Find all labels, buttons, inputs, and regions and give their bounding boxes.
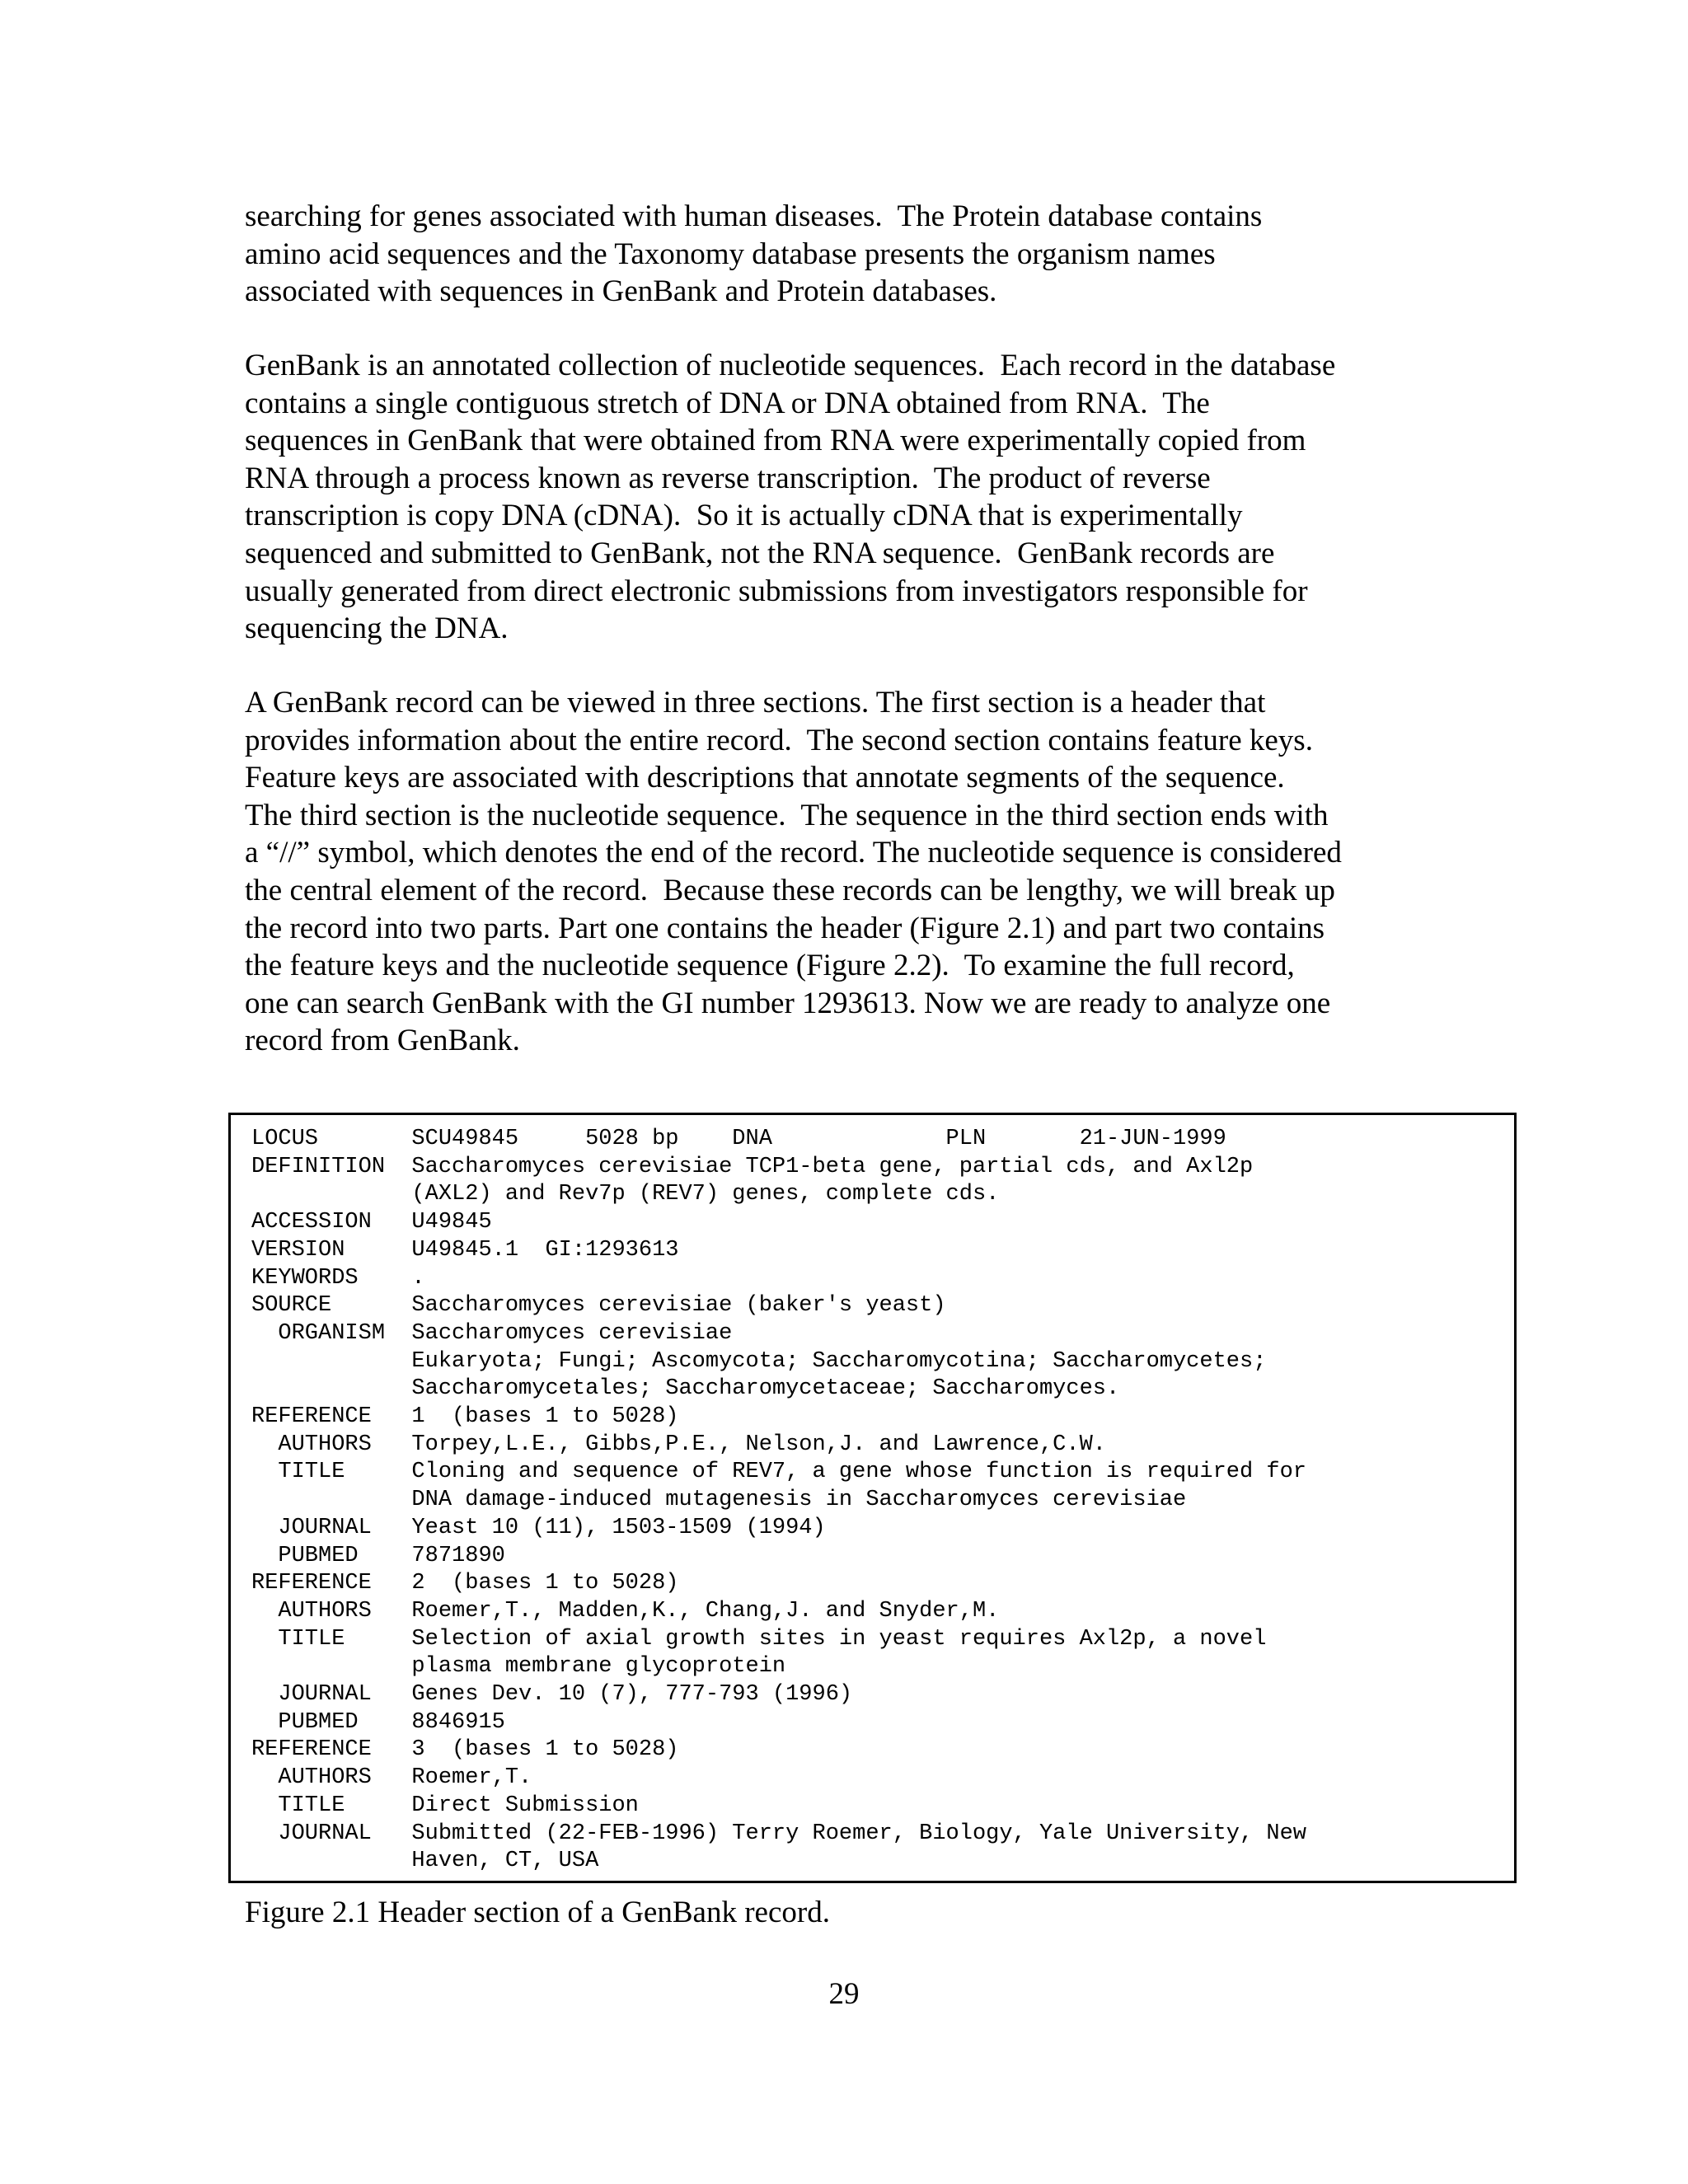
record-line: DNA damage-induced mutagenesis in Saccharomyces cerevisiae [251,1488,1187,1513]
record-line: VERSION U49845.1 GI:1293613 [251,1237,679,1263]
paragraph-line: sequencing the DNA. [245,612,509,646]
record-line: REFERENCE 3 (bases 1 to 5028) [251,1737,679,1763]
paragraph-databases [245,198,1465,311]
record-line: AUTHORS Roemer,T. [251,1765,532,1791]
page-number: 29 [828,1977,860,2011]
record-line: TITLE Direct Submission [251,1793,639,1818]
genbank-record-text [251,1126,1306,1876]
record-line: AUTHORS Roemer,T., Madden,K., Chang,J. and Snyder,M. [251,1598,1000,1624]
record-line: ACCESSION U49845 [251,1210,492,1235]
paragraph-line: provides information about the entire record. The second section contains feature keys. [245,723,1313,757]
record-line: (AXL2) and Rev7p (REV7) genes, complete cds. [251,1182,1000,1207]
paragraph-line: record from GenBank. [245,1024,520,1058]
record-line: PUBMED 7871890 [251,1543,505,1568]
record-line: ORGANISM Saccharomyces cerevisiae [251,1320,733,1346]
figure-caption: Figure 2.1 Header section of a GenBank record. [245,1896,830,1929]
record-line: TITLE Cloning and sequence of REV7, a gene whose function is required for [251,1460,1307,1485]
paragraph-line: sequenced and submitted to GenBank, not the RNA sequence. GenBank records are [245,536,1275,570]
paragraph-genbank-intro [245,347,1465,648]
record-line: plasma membrane glycoprotein [251,1654,786,1680]
paragraph-line: the central element of the record. Because these records can be lengthy, we will break up [245,873,1335,907]
record-line: PUBMED 8846915 [251,1709,505,1735]
record-line: Saccharomycetales; Saccharomycetaceae; Saccharomyces. [251,1376,1120,1402]
paragraph-record-sections [245,684,1465,1060]
paragraph-line: a “//” symbol, which denotes the end of the record. The nucleotide sequence is considered [245,836,1342,870]
record-line: Eukaryota; Fungi; Ascomycota; Saccharomycotina; Saccharomycetes; [251,1348,1267,1374]
record-line: JOURNAL Genes Dev. 10 (7), 777-793 (1996) [251,1682,853,1708]
paragraph-line: usually generated from direct electronic submissions from investigators responsible for [245,574,1308,608]
record-line: JOURNAL Submitted (22-FEB-1996) Terry Roemer, Biology, Yale University, New [251,1821,1307,1846]
record-line: SOURCE Saccharomyces cerevisiae (baker's yeast) [251,1293,946,1319]
paragraph-line: The third section is the nucleotide sequence. The sequence in the third section ends with [245,798,1329,832]
paragraph-line: RNA through a process known as reverse transcription. The product of reverse [245,461,1211,495]
paragraph-line: sequences in GenBank that were obtained from RNA were experimentally copied from [245,424,1306,458]
record-line: REFERENCE 1 (bases 1 to 5028) [251,1404,679,1430]
record-line: JOURNAL Yeast 10 (11), 1503-1509 (1994) [251,1515,826,1540]
paragraph-line: A GenBank record can be viewed in three sections. The first section is a header that [245,686,1266,719]
record-line: LOCUS SCU49845 5028 bp DNA PLN 21-JUN-1999 [251,1127,1226,1151]
paragraph-line: Feature keys are associated with descriptions that annotate segments of the sequence. [245,761,1285,795]
record-line: Haven, CT, USA [251,1849,599,1874]
paragraph-line: GenBank is an annotated collection of nucleotide sequences. Each record in the database [245,349,1336,382]
paragraph-line: contains a single contiguous stretch of DNA or DNA obtained from RNA. The [245,386,1210,420]
record-line: AUTHORS Torpey,L.E., Gibbs,P.E., Nelson,J. and Lawrence,C.W. [251,1432,1106,1457]
record-line: TITLE Selection of axial growth sites in yeast requires Axl2p, a novel [251,1626,1267,1652]
paragraph-line: transcription is copy DNA (cDNA). So it is actually cDNA that is experimentally [245,499,1243,533]
record-line: REFERENCE 2 (bases 1 to 5028) [251,1571,679,1596]
paragraph-line: associated with sequences in GenBank and Protein databases. [245,274,997,309]
record-line: KEYWORDS . [251,1265,425,1291]
paragraph-line: amino acid sequences and the Taxonomy database presents the organism names [245,237,1216,271]
record-line: DEFINITION Saccharomyces cerevisiae TCP1-beta gene, partial cds, and Axl2p [251,1154,1254,1179]
paragraph-line: one can search GenBank with the GI number 1293613. Now we are ready to analyze one [245,986,1331,1020]
paragraph-line: the record into two parts. Part one contains the header (Figure 2.1) and part two contains [245,911,1325,945]
paragraph-line: the feature keys and the nucleotide sequence (Figure 2.2). To examine the full record, [245,949,1295,983]
paragraph-line: searching for genes associated with human diseases. The Protein database contains [245,199,1263,233]
genbank-record-box [228,1113,1517,1883]
